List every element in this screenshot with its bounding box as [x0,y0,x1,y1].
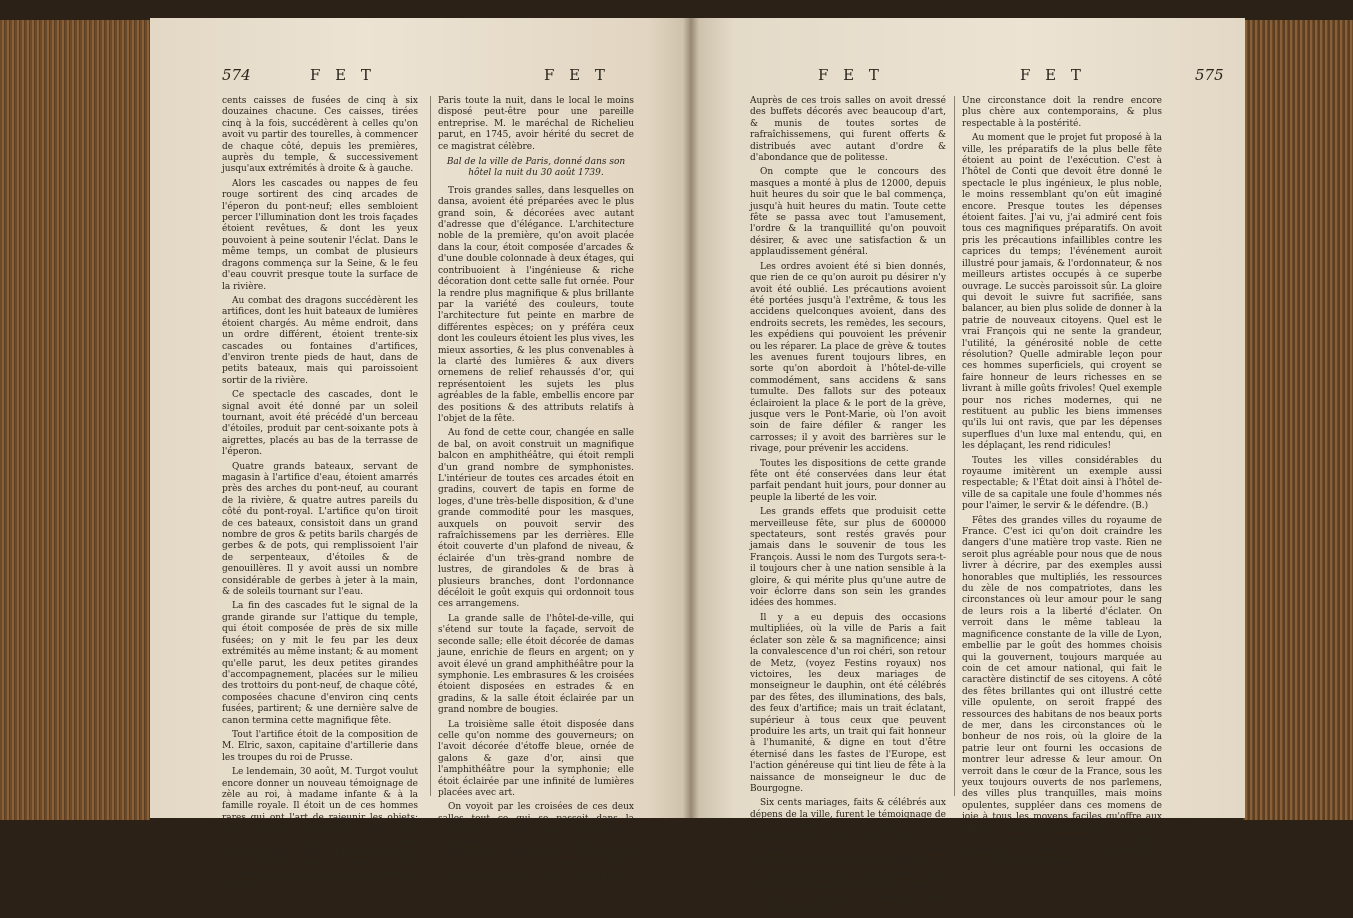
paragraph: Ce spectacle des cascades, dont le signal avoit été donné par un soleil tournant, avoit été précédé d'un berceau d'étoiles, produit par cent-soixante pots à aigrettes, placés au bas de la terrasse de l'éperon. [222,390,418,458]
paragraph: Il y a eu depuis des occasions multipliées, où la ville de Paris a fait éclater son zèle & sa magnificence; ainsi la convalescence d'un roi chéri, son retour de Metz, (voyez Festins royaux) nos victoires, les deux mariages de monseigneur le dauphin, ont été célébrés par des fêtes, des illuminations, des bals, des feux d'artifice; mais un trait éclatant, supérieur à tous ceux que peuvent produire les arts, un trait qui fait honneur à l'humanité, & digne en tout d'être éternisé dans les fastes de l'Europe, est l'action généreuse qui tint lieu de fête à la naissance de monseigneur le duc de Bourgogne. [750,612,946,794]
right-column-2 [962,96,1162,872]
paragraph: Alors les cascades ou nappes de feu rouge sortirent des cinq arcades de l'éperon du pont-neuf; elles sembloient percer l'illumination dont les trois façades étoient revêtues, & dont les yeux pouvoient à peine soutenir l'éclat. Dans le même temps, un combat de plusieurs dragons commença sur la Seine, & le feu d'eau couvrit presque toute la surface de la rivière. [222,178,418,292]
left-column-1 [222,96,418,896]
paragraph: Auprès de ces trois salles on avoit dressé des buffets décorés avec beaucoup d'art, & munis de toutes sortes de rafraîchissemens, qui furent offerts & distribués avec autant d'ordre & d'abondance que de politesse. [750,96,946,164]
paragraph: Toutes les dispositions de cette grande fête ont été conservées dans leur état parfait pendant huit jours, pour donner au peuple la liberté de les voir. [750,458,946,503]
right-page-number: 575 [1195,66,1224,84]
page-edges-left [0,20,150,820]
paragraph: Au combat des dragons succédèrent les artifices, dont les huit bateaux de lumières étoient chargés. Au même endroit, dans un ordre différent, étoient trente-six cascades ou fontaines d'artifices, d'environ trente pieds de haut, dans de petits bateaux, mais qui paroissoient sortir de la rivière. [222,295,418,386]
paragraph: Paris toute la nuit, dans le local le moins disposé peut-être pour une pareille entreprise. M. le maréchal de Richelieu parut, en 1745, avoir hérité du secret de ce magistrat célèbre. [438,96,634,152]
paragraph: Le lendemain, 30 août, M. Turgot voulut encore donner un nouveau témoignage de zèle au roi, à madame infante & à la famille royale. Il étoit un de ces hommes rares qui ont l'art de rajeunir les objets; ils les mettent dans un jour dont on ne s'étoit pas avisé avant eux; ils ne sont plus reconnoissables. Telle fut la magie dont se servit alors M. Turgot. Il trouva le secret de donner un bal magnifique qui amusa la cour & [222,767,418,892]
right-running-head-2: F E T [1020,66,1086,84]
left-page-number: 574 [222,66,251,84]
paragraph: On compte que le concours des masques a monté à plus de 12000, depuis huit heures du soir que le bal commença, jusqu'à huit heures du matin. Toute cette fête se passa avec tout l'amusement, l'ordre & la tranquillité qu'on pouvoit désirer, & avec une satisfaction & un applaudissement général. [750,167,946,258]
paragraph: Au fond de cette cour, changée en salle de bal, on avoit construit un magnifique balcon en amphithéâtre, qui étoit rempli d'un grand nombre de symphonistes. L'intérieur de toutes ces arcades étoit en gradins, couvert de tapis en forme de loges, d'une très-belle disposition, & d'une grande commodité pour les masques, auxquels on pouvoit servir des rafraîchissemens par les derrières. Elle étoit couverte d'un plafond de niveau, & éclairée d'un très-grand nombre de lustres, de girandoles & de bras à plusieurs branches, dont l'ordonnance décéloit le goût exquis qui ordonnoit tous ces arrangemens. [438,428,634,610]
paragraph: Quatre grands bateaux, servant de magasin à l'artifice d'eau, étoient amarrés près des arches du pont-neuf, au courant de la rivière, & quatre autres pareils du côté du pont-royal. L'artifice qu'on tiroit de ces bateaux, consistoit dans un grand nombre de gros & petits barils chargés de gerbes & de pots, qui remplissoient l'air de serpenteaux, d'étoiles & de genouillères. Il y avoit aussi un nombre considérable de gerbes à jeter à la main, & de soleils tournant sur l'eau. [222,461,418,598]
paragraph: Fêtes des grandes villes du royaume de France. C'est ici qu'on doit craindre les dangers d'une matière trop vaste. Rien ne seroit plus agréable pour nous que de nous livrer à décrire, par des exemples aussi honorables que multipliés, les ressources du zèle de nos compatriotes, dans les circonstances où leur amour pour le sang de leurs rois a la liberté d'éclater. On verroit dans le même tableau la magnificence constante de la ville de Lyon, embellie par le goût des hommes choisis qui la gouvernent, toujours marquée au coin de cet amour national, qui fait le caractère distinctif de ses citoyens. A côté des fêtes brillantes qui ont illustré cette ville opulente, on seroit frappé des ressources des habitans de nos beaux ports de mer, dans les circonstances où le bonheur de nos rois, où la gloire de la patrie leur ont fourni les occasions de montrer leur adresse & leur amour. On verroit dans le cœur de la France, sous les yeux toujours ouverts de nos parlemens, des villes plus tranquilles, mais moins opulentes, suppléer dans ces momens de joie à tous les moyens faciles qu'offre aux autres la fortune, par l'activité, l'élégance, les nouveautés heureuses, les prodiges imprévus de l'industrie, la fécondité des talens & des arts. Telles seroient [962,515,1162,868]
right-page [690,18,1245,915]
book-gutter [683,18,699,818]
paragraph: Dans tous les temps, cette action auroit mérité les louanges de tous les gens de bien, & les transports de reconnoissance de la nation entière. [750,869,946,915]
paragraph: La fin des cascades fut le signal de la grande girande sur l'attique du temple, qui étoit composée de près de six mille fusées; on y mit le feu par les deux extrémités au même instant; & au moment qu'elle parut, les deux petites girandes d'accompagnement, placées sur le milieu des trottoirs du pont-neuf, de chaque côté, composées chacune d'environ cinq cents fusées, partirent; & une dernière salve de canon termina cette magnifique fête. [222,601,418,726]
left-running-head: F E T [310,66,376,84]
column-rule [430,96,431,796]
section-title: Bal de la ville de Paris, donné dans son hôtel la nuit du 30 août 1739. [446,157,626,179]
paragraph: On voyoit par les croisées de ces deux salles tout ce qui se passoit dans la première: c'étoit une perspective ingénieuse qu'on avoit ménagée pour multiplier les plaisirs. On communiquoit d'une salle à l'autre par un grand appartement éclairé avec un art extrême. [438,802,634,881]
right-running-head: F E T [818,66,884,84]
column-rule [954,96,955,796]
paragraph: La grande salle de l'hôtel-de-ville, qui s'étend sur toute la façade, servoit de seconde salle; elle étoit décorée de damas jaune, enrichie de fleurs en argent; on y avoit élevé un grand amphithéâtre pour la symphonie. Les embrasures & les croisées étoient disposées en estrades & en gradins, & la salle étoit éclairée par un grand nombre de bougies. [438,613,634,716]
paragraph: Les grands effets que produisit cette merveilleuse fête, sur plus de 600000 spectateurs, sont restés gravés pour jamais dans le souvenir de tous les François. Aussi le nom des Turgots sera-t-il toujours cher à une nation sensible à la gloire, & qui mérite plus qu'une autre de voir éclorre dans son sein les grandes idées des hommes. [750,507,946,609]
page-edges-right [1243,20,1353,820]
left-column-2 [438,96,634,885]
paragraph: cents caisses de fusées de cinq à six douzaines chacune. Ces caisses, tirées cinq à la fois, succédèrent à celles qu'on avoit vu partir des tourelles, à commencer de chaque côté, depuis les premières, auprès du temple, & successivement jusqu'aux extrémités à droite & à gauche. [222,96,418,175]
paragraph: Trois grandes salles, dans lesquelles on dansa, avoient été préparées avec le plus grand soin, & décorées avec autant d'adresse que d'élégance. L'architecture noble de la première, qu'on avoit placée dans la cour, étoit composée d'arcades & d'une double colonnade à deux étages, qui contribuoient à l'ingénieuse & riche décoration dont cette salle fut ornée. Pour la rendre plus magnifique & plus brillante par la variété des couleurs, toute l'architecture fut peinte en marbre de différentes espèces; on y préféra ceux dont les couleurs étoient les plus vives, les mieux assorties, & les plus convenables à la clarté des lumières & aux divers ornemens de relief rehaussés d'or, qui représentoient les sujets les plus agréables de la fable, embellis encore par des positions & des attributs relatifs à l'objet de la fête. [438,185,634,424]
paragraph: Six cents mariages, faits & célébrés aux dépens de la ville, furent le témoignage de son amour pour l'État, de son ardeur pour l'accroissement de ses forces, de l'humanité tendre qui guide ses opérations dans l'administration des biens publics. [750,798,946,866]
left-running-head-2: F E T [544,66,610,84]
paragraph: La troisième salle étoit disposée dans celle qu'on nomme des gouverneurs; on l'avoit décorée d'étoffe bleue, ornée de galons & gaze d'or, ainsi que l'amphithéâtre pour la symphonie; elle étoit éclairée par une infinité de lumières placées avec art. [438,719,634,798]
paragraph: Au moment que le projet fut proposé à la ville, les préparatifs de la plus belle fête étoient au point de l'exécution. C'est à l'hôtel de Conti que devoit être donné le spectacle le plus ingénieux, le plus noble, le moins ressemblant qu'on eût imaginé encore. Presque toutes les dépenses étoient faites. J'ai vu, j'ai admiré cent fois tous ces magnifiques préparatifs. On avoit pris les précautions infaillibles contre les caprices du temps; l'événement auroit illustré pour jamais, & l'ordonnateur, & nos meilleurs artistes occupés à ce superbe ouvrage. Le succès paroissoit sûr. La gloire qui devoit le suivre fut sacrifiée, sans balancer, au bien plus solide de donner à la patrie de nouveaux citoyens. Quel est le vrai François qui ne sente la grandeur, l'utilité, la générosité noble de cette résolution? Quelle admirable leçon pour ces hommes superficiels, qui croyent se faire honneur de leurs richesses en se livrant à mille goûts frivoles! Quel exemple pour nos riches modernes, qui ne restituent au public les biens immenses qu'ils lui ont ravis, que par les dépenses superflues d'un luxe mal entendu, qui, en les déplaçant, les rend ridicules! [962,133,1162,452]
left-page [150,18,690,892]
paragraph: Les ordres avoient été si bien donnés, que rien de ce qu'on auroit pu désirer n'y avoit été oublié. Les précautions avoient été portées jusqu'à l'extrême, & tous les accidens quelconques avoient, dans des endroits secrets, les remèdes, les secours, les expédiens qui pouvoient les prévenir ou les réparer. La place de grève & toutes les avenues furent toujours libres, en sorte qu'on abordoit à l'hôtel-de-ville commodément, sans accidens & sans tumulte. Des fallots sur des poteaux éclairoient la place & le port de la grève, jusque vers le Pont-Marie, où l'on avoit soin de faire défiler & ranger les carrosses; il y avoit des barrières sur le rivage, pour prévenir les accidens. [750,261,946,455]
paragraph: Toutes les villes considérables du royaume imitèrent un exemple aussi respectable; & l'État doit ainsi à l'hôtel de-ville de sa capitale une foule d'hommes nés pour l'aimer, le servir & le défendre. (B.) [962,455,1162,512]
paragraph: Tout l'artifice étoit de la composition de M. Elric, saxon, capitaine d'artillerie dans les troupes du roi de Prusse. [222,729,418,763]
right-column-1 [750,96,946,918]
paragraph: Une circonstance doit la rendre encore plus chère aux contemporains, & plus respectable à la postérité. [962,96,1162,129]
